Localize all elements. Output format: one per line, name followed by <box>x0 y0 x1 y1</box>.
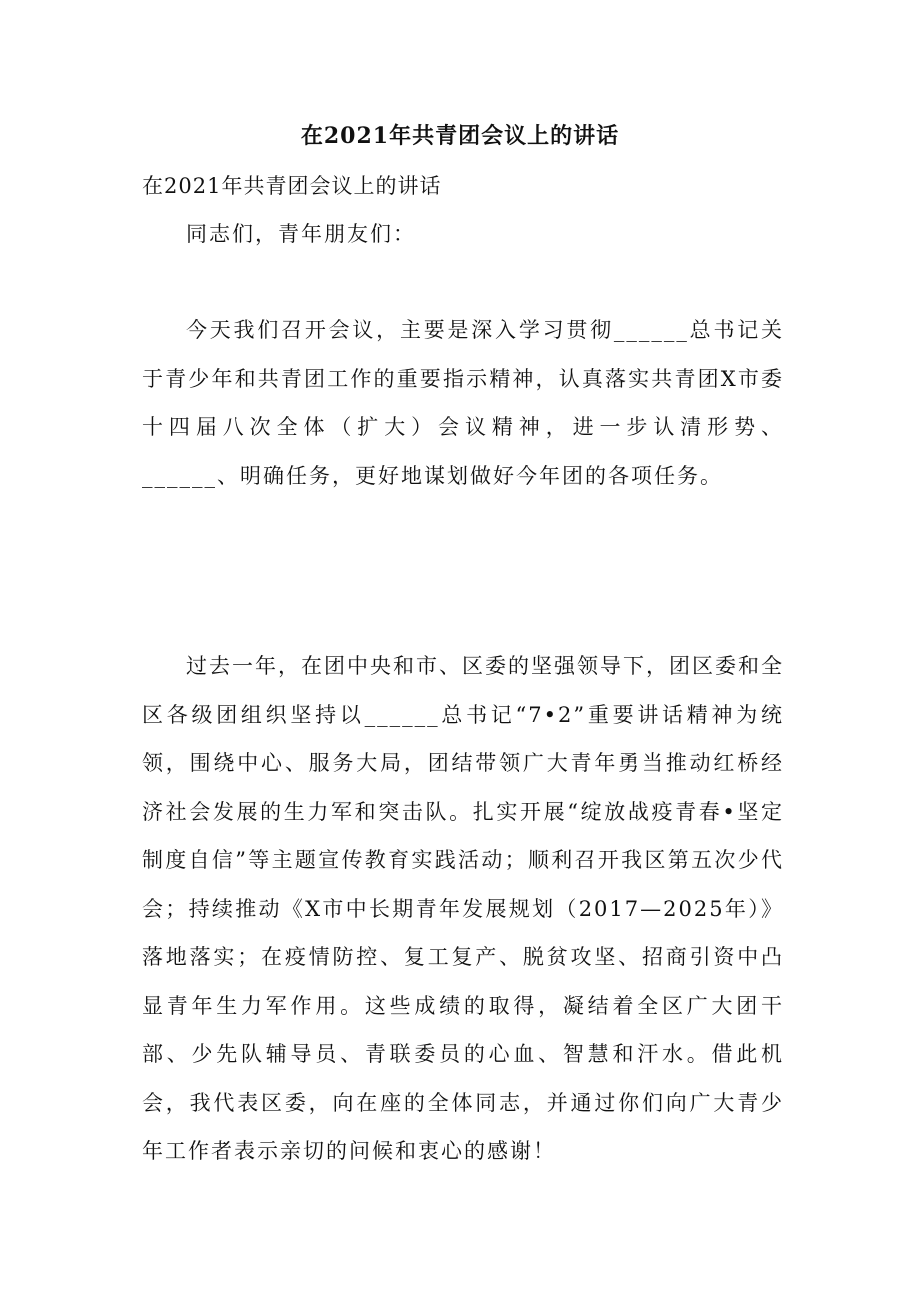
body-paragraph-1: 今天我们召开会议，主要是深入学习贯彻______总书记关于青少年和共青团工作的重要指示精神，认真落实共青团X市委十四届八次全体（扩大）会议精神，进一步认清形势、______、明确任务，更好地谋划做好今年团的各项任务。 <box>142 318 784 488</box>
document-subtitle: 在2021年共青团会议上的讲话 <box>142 174 442 198</box>
document-title: 在2021年共青团会议上的讲话 <box>300 123 620 149</box>
greeting-line: 同志们，青年朋友们： <box>186 222 416 246</box>
body-paragraph-2: 过去一年，在团中央和市、区委的坚强领导下，团区委和全区各级团组织坚持以______总书记“7•2”重要讲话精神为统领，围绕中心、服务大局，团结带领广大青年勇当推动红桥经济社会发展的生力军和突击队。扎实开展“绽放战疫青春•坚定制度自信”等主题宣传教育实践活动；顺利召开我区第五次少代会；持续推动《X市中长期青年发展规划（2017—2025年）》落地落实；在疫情防控、复工复产、脱贫攻坚、招商引资中凸显青年生力军作用。这些成绩的取得，凝结着全区广大团干部、少先队辅导员、青联委员的心血、智慧和汗水。借此机会，我代表区委，向在座的全体同志，并通过你们向广大青少年工作者表示亲切的问候和衷心的感谢！ <box>142 654 784 1163</box>
